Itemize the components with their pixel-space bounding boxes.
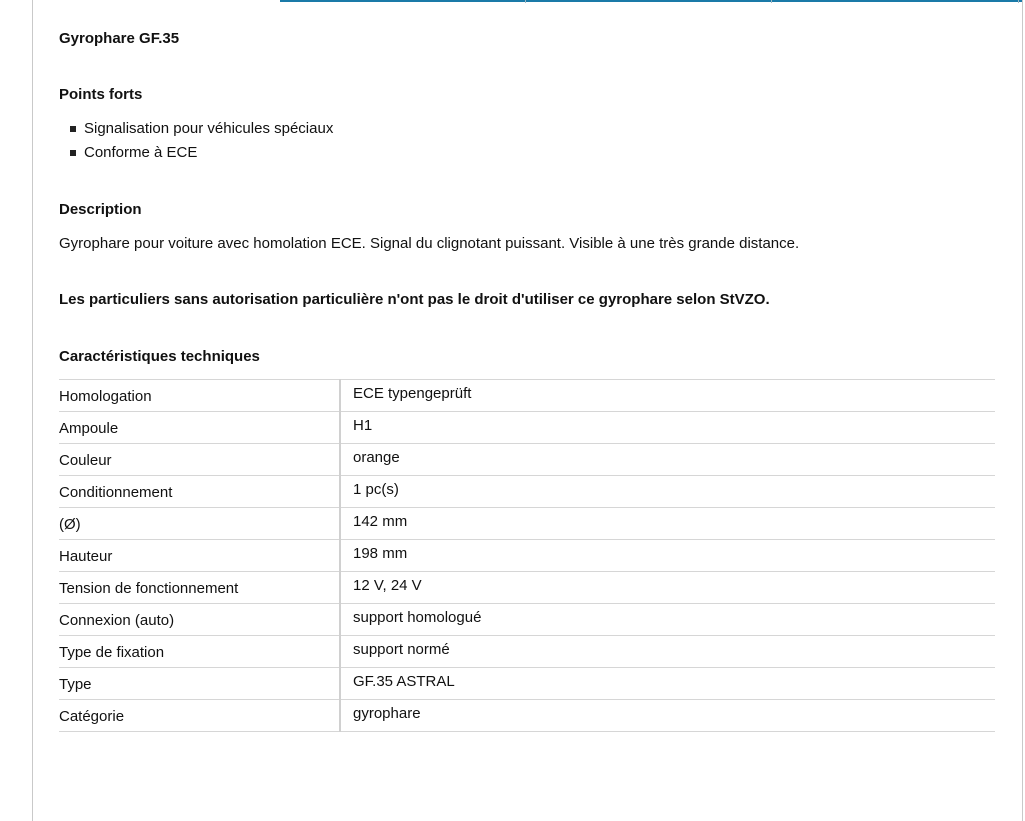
product-details-panel <box>32 0 1023 821</box>
highlight-text: Signalisation pour véhicules spéciaux <box>84 120 334 137</box>
spec-value: 198 mm <box>340 540 995 572</box>
spec-value: orange <box>340 444 995 476</box>
table-row <box>59 668 995 700</box>
table-row <box>59 476 995 508</box>
spec-value: ECE typengeprüft <box>340 380 995 412</box>
table-row <box>59 540 995 572</box>
spec-label: Conditionnement <box>59 476 340 508</box>
spec-label: Ampoule <box>59 412 340 444</box>
table-row <box>59 412 995 444</box>
table-row <box>59 572 995 604</box>
table-row <box>59 604 995 636</box>
specs-table <box>59 379 995 732</box>
spec-value: H1 <box>340 412 995 444</box>
spec-label: Tension de fonctionnement <box>59 572 340 604</box>
product-title: Gyrophare GF.35 <box>59 30 180 47</box>
legal-warning: Les particuliers sans autorisation particulière n'ont pas le droit d'utiliser ce gyrophare selon StVZO. <box>59 291 770 308</box>
list-item <box>59 143 333 167</box>
square-bullet-icon <box>70 126 76 132</box>
square-bullet-icon <box>70 150 76 156</box>
spec-label: Type de fixation <box>59 636 340 668</box>
spec-value: GF.35 ASTRAL <box>340 668 995 700</box>
spec-label: Hauteur <box>59 540 340 572</box>
spec-value: gyrophare <box>340 700 995 732</box>
spec-label: Homologation <box>59 380 340 412</box>
highlight-text: Conforme à ECE <box>84 144 198 161</box>
table-row <box>59 444 995 476</box>
description-heading: Description <box>59 201 142 218</box>
highlights-list <box>59 119 333 167</box>
list-item <box>59 119 333 143</box>
spec-label: (Ø) <box>59 508 340 540</box>
spec-value: 142 mm <box>340 508 995 540</box>
spec-value: 1 pc(s) <box>340 476 995 508</box>
spec-value: support homologué <box>340 604 995 636</box>
spec-label: Couleur <box>59 444 340 476</box>
spec-value: support normé <box>340 636 995 668</box>
table-row <box>59 380 995 412</box>
specs-heading: Caractéristiques techniques <box>59 348 260 365</box>
spec-label: Connexion (auto) <box>59 604 340 636</box>
table-row <box>59 636 995 668</box>
highlights-heading: Points forts <box>59 86 143 103</box>
spec-label: Catégorie <box>59 700 340 732</box>
table-row <box>59 508 995 540</box>
table-row <box>59 700 995 732</box>
spec-label: Type <box>59 668 340 700</box>
description-text: Gyrophare pour voiture avec homolation ECE. Signal du clignotant puissant. Visible à une très grande distance. <box>59 235 800 252</box>
spec-value: 12 V, 24 V <box>340 572 995 604</box>
